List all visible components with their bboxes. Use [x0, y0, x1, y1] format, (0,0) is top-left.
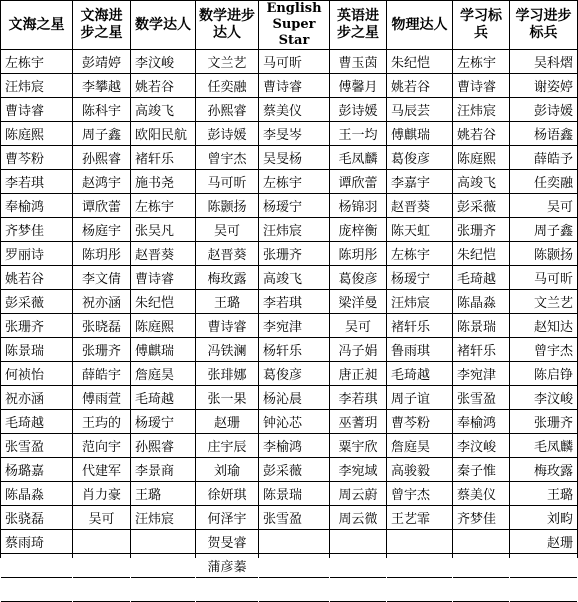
table-cell: 杨沁晨 — [259, 386, 329, 410]
table-cell: 赵珊 — [510, 530, 577, 554]
table-cell: 祝亦涵 — [1, 386, 72, 410]
table-cell: 李宛津 — [453, 362, 509, 386]
table-cell: 张晓磊 — [73, 314, 130, 338]
table-cell: 薛皓予 — [510, 146, 577, 170]
table-cell — [387, 578, 452, 602]
table-cell: 巫蓍玥 — [330, 410, 386, 434]
table-cell: 唐正昶 — [330, 362, 386, 386]
table-cell: 褚轩乐 — [131, 146, 195, 170]
table-cell: 蔡美仪 — [453, 482, 509, 506]
table-cell: 李汶峻 — [510, 386, 577, 410]
table-cell: 杨轩乐 — [259, 338, 329, 362]
table-cell: 奉榆鸿 — [1, 194, 72, 218]
table-cell: 汪炜宸 — [1, 74, 72, 98]
table-cell: 赵珊 — [196, 410, 258, 434]
table-cell: 吴可 — [196, 218, 258, 242]
table-cell: 张珊齐 — [259, 242, 329, 266]
table-cell: 王璐 — [510, 482, 577, 506]
table-cell: 秦子惟 — [453, 458, 509, 482]
table-cell: 何祯怡 — [1, 362, 72, 386]
table-cell: 高竣飞 — [259, 266, 329, 290]
table-cell: 陈科宇 — [73, 98, 130, 122]
table-cell: 姚若谷 — [453, 122, 509, 146]
table-cell: 庄宇辰 — [196, 434, 258, 458]
table-cell: 李嘉宇 — [387, 170, 452, 194]
table-cell: 王玙的 — [73, 410, 130, 434]
table-cell: 张珊齐 — [510, 410, 577, 434]
table-cell: 左栋宇 — [131, 194, 195, 218]
table-cell: 梅玫露 — [510, 458, 577, 482]
column-physics-expert — [387, 0, 453, 558]
table-cell: 曹芩粉 — [1, 146, 72, 170]
table-cell: 张雪盈 — [259, 506, 329, 530]
table-cell: 李若琪 — [1, 170, 72, 194]
table-cell: 徐妍琪 — [196, 482, 258, 506]
table-cell: 姚若谷 — [131, 74, 195, 98]
column-header: English Super Star — [259, 0, 329, 50]
table-cell: 文兰艺 — [510, 290, 577, 314]
table-cell: 彭诗媛 — [330, 98, 386, 122]
table-cell: 任奕融 — [196, 74, 258, 98]
table-cell — [259, 530, 329, 554]
table-cell: 赵晋葵 — [131, 242, 195, 266]
table-cell: 王璐 — [131, 482, 195, 506]
table-cell: 吴科熠 — [510, 50, 577, 74]
table-cell: 谢姿婷 — [510, 74, 577, 98]
table-cell: 鲁雨琪 — [387, 338, 452, 362]
table-cell: 杨瑷宁 — [131, 410, 195, 434]
table-cell: 李宛津 — [259, 314, 329, 338]
column-header: 数学进步达人 — [196, 0, 258, 50]
table-cell: 吴可 — [330, 314, 386, 338]
table-cell: 赵晋葵 — [196, 242, 258, 266]
table-cell: 毛凤麟 — [330, 146, 386, 170]
table-cell: 梁洋曼 — [330, 290, 386, 314]
table-cell — [73, 578, 130, 602]
table-cell: 李攀越 — [73, 74, 130, 98]
table-cell: 周子鑫 — [510, 218, 577, 242]
table-cell: 罗丽诗 — [1, 242, 72, 266]
table-cell: 周云蔚 — [330, 482, 386, 506]
table-cell: 陈景瑞 — [259, 482, 329, 506]
table-cell: 孙熙睿 — [131, 434, 195, 458]
table-cell: 傅麒瑞 — [387, 122, 452, 146]
table-cell: 彭采薇 — [1, 290, 72, 314]
table-cell: 姚若谷 — [1, 266, 72, 290]
column-math-progress-expert — [196, 0, 259, 575]
table-cell: 孙熙睿 — [196, 98, 258, 122]
table-cell: 冯铁澜 — [196, 338, 258, 362]
table-cell: 李若琪 — [330, 386, 386, 410]
table-cell: 吴可 — [73, 506, 130, 530]
table-cell: 毛琦越 — [453, 266, 509, 290]
table-cell: 奉榆鸿 — [453, 410, 509, 434]
table-cell: 刘畇 — [510, 506, 577, 530]
table-cell: 张一果 — [196, 386, 258, 410]
table-cell: 彭采薇 — [453, 194, 509, 218]
table-cell: 文兰艺 — [196, 50, 258, 74]
table-cell: 杨瑷宁 — [259, 194, 329, 218]
table-cell: 葛俊彦 — [259, 362, 329, 386]
table-cell: 曾宇杰 — [387, 482, 452, 506]
table-cell: 任奕融 — [510, 170, 577, 194]
table-cell: 陈景瑞 — [453, 314, 509, 338]
column-header: 学习标兵 — [453, 0, 509, 50]
table-cell: 傅麒瑞 — [131, 338, 195, 362]
table-cell — [196, 578, 258, 602]
table-cell: 张珊齐 — [73, 338, 130, 362]
table-cell — [131, 530, 195, 554]
table-cell: 齐梦佳 — [453, 506, 509, 530]
table-cell: 祝亦涵 — [73, 290, 130, 314]
table-cell: 张珊齐 — [1, 314, 72, 338]
table-cell: 肖力豪 — [73, 482, 130, 506]
column-wenhai-progress-star — [73, 0, 131, 558]
table-cell: 杨瑷宁 — [387, 266, 452, 290]
table-cell: 陈天虹 — [387, 218, 452, 242]
table-cell: 汪炜宸 — [259, 218, 329, 242]
table-cell: 贺旻睿 — [196, 530, 258, 554]
column-study-progress-model — [510, 0, 578, 558]
table-cell: 张珊齐 — [453, 218, 509, 242]
column-header: 数学达人 — [131, 0, 195, 50]
table-cell: 陈启铮 — [510, 362, 577, 386]
table-cell: 曹诗睿 — [1, 98, 72, 122]
table-cell: 赵鸿宇 — [73, 170, 130, 194]
table-cell: 傅雨萱 — [73, 386, 130, 410]
table-cell — [1, 578, 72, 602]
table-cell — [510, 578, 577, 602]
table-cell: 杨锦羽 — [330, 194, 386, 218]
table-cell: 钟沁芯 — [259, 410, 329, 434]
table-cell: 汪炜宸 — [453, 98, 509, 122]
table-cell: 赵晋葵 — [387, 194, 452, 218]
table-cell — [453, 578, 509, 602]
table-cell: 谭欣蕾 — [330, 170, 386, 194]
table-cell: 杨璐嘉 — [1, 458, 72, 482]
table-cell: 汪炜宸 — [131, 506, 195, 530]
column-math-expert — [131, 0, 196, 558]
table-cell: 梅玫露 — [196, 266, 258, 290]
table-cell: 薛皓宇 — [73, 362, 130, 386]
table-cell: 左栋宇 — [387, 242, 452, 266]
table-cell: 曾宇杰 — [510, 338, 577, 362]
column-header: 英语进步之星 — [330, 0, 386, 50]
table-cell: 陈晶淼 — [1, 482, 72, 506]
table-cell: 王一均 — [330, 122, 386, 146]
table-cell: 欧阳民航 — [131, 122, 195, 146]
table-cell — [131, 578, 195, 602]
table-cell: 张吴凡 — [131, 218, 195, 242]
table-cell — [453, 530, 509, 554]
table-cell: 刘瑜 — [196, 458, 258, 482]
table-cell: 朱纪恺 — [453, 242, 509, 266]
table-cell: 粟宇欣 — [330, 434, 386, 458]
table-cell: 詹庭昊 — [387, 434, 452, 458]
table-cell: 姚若谷 — [387, 74, 452, 98]
table-cell: 毛凤麟 — [510, 434, 577, 458]
table-cell: 张骁磊 — [1, 506, 72, 530]
table-cell: 冯子娟 — [330, 338, 386, 362]
table-cell: 李景商 — [131, 458, 195, 482]
table-cell: 马可昕 — [196, 170, 258, 194]
column-english-super-star — [259, 0, 330, 558]
column-header: 文海进步之星 — [73, 0, 130, 50]
table-cell: 高竣飞 — [453, 170, 509, 194]
table-cell: 李汶峻 — [453, 434, 509, 458]
table-cell: 高竣飞 — [131, 98, 195, 122]
table-cell: 周云微 — [330, 506, 386, 530]
table-cell: 彭采薇 — [259, 458, 329, 482]
table-cell: 曹诗睿 — [196, 314, 258, 338]
table-cell: 曹诗睿 — [453, 74, 509, 98]
table-cell: 张琲娜 — [196, 362, 258, 386]
table-cell: 何泽宇 — [196, 506, 258, 530]
table-cell: 王艺霏 — [387, 506, 452, 530]
table-cell — [73, 530, 130, 554]
table-cell — [259, 578, 329, 602]
table-cell: 傅馨月 — [330, 74, 386, 98]
table-cell: 代建军 — [73, 458, 130, 482]
column-study-model — [453, 0, 510, 558]
table-cell: 杨庭宇 — [73, 218, 130, 242]
table-cell: 彭诗媛 — [510, 98, 577, 122]
table-cell: 李宛域 — [330, 458, 386, 482]
table-cell: 陈庭熙 — [1, 122, 72, 146]
table-cell: 范向宇 — [73, 434, 130, 458]
table-cell: 陈颢扬 — [196, 194, 258, 218]
table-cell: 朱纪恺 — [131, 290, 195, 314]
table-cell: 陈玥彤 — [330, 242, 386, 266]
table-cell: 陈颢扬 — [510, 242, 577, 266]
table-cell: 毛琦越 — [387, 362, 452, 386]
table-cell: 詹庭昊 — [131, 362, 195, 386]
table-cell: 陈庭熙 — [131, 314, 195, 338]
table-cell: 张雪盈 — [453, 386, 509, 410]
table-cell: 蒲彦蓁 — [196, 554, 258, 578]
table-cell: 庞梓衡 — [330, 218, 386, 242]
table-cell: 毛琦越 — [131, 386, 195, 410]
table-cell: 朱纪恺 — [387, 50, 452, 74]
table-cell: 曹诗睿 — [131, 266, 195, 290]
table-cell: 高骏毅 — [387, 458, 452, 482]
table-cell — [387, 530, 452, 554]
table-cell: 褚轩乐 — [453, 338, 509, 362]
column-english-progress-star — [330, 0, 387, 558]
table-cell: 曾宇杰 — [196, 146, 258, 170]
table-cell: 周子鑫 — [73, 122, 130, 146]
table-cell: 蔡雨琦 — [1, 530, 72, 554]
table-cell: 左栋宇 — [1, 50, 72, 74]
column-wenhai-star — [0, 0, 73, 558]
column-header: 学习进步标兵 — [510, 0, 577, 50]
table-cell: 陈玥彤 — [73, 242, 130, 266]
table-cell: 马可昕 — [510, 266, 577, 290]
table-cell: 李汶峻 — [131, 50, 195, 74]
table-cell: 李旻岑 — [259, 122, 329, 146]
table-cell: 李榆鸿 — [259, 434, 329, 458]
table-cell: 李文倩 — [73, 266, 130, 290]
table-cell: 吴可 — [510, 194, 577, 218]
table-cell: 施书尧 — [131, 170, 195, 194]
table-cell: 孙熙睿 — [73, 146, 130, 170]
table-cell: 赵知达 — [510, 314, 577, 338]
table-cell: 蔡美仪 — [259, 98, 329, 122]
table-cell: 毛琦越 — [1, 410, 72, 434]
table-cell — [330, 578, 386, 602]
table-cell: 曹芩粉 — [387, 410, 452, 434]
column-header: 物理达人 — [387, 0, 452, 50]
table-cell: 周子谊 — [387, 386, 452, 410]
table-cell: 陈庭熙 — [453, 146, 509, 170]
table-cell: 吴旻杨 — [259, 146, 329, 170]
table-cell: 杨语鑫 — [510, 122, 577, 146]
table-cell: 张雪盈 — [1, 434, 72, 458]
table-cell: 马可昕 — [259, 50, 329, 74]
column-header: 文海之星 — [1, 0, 72, 50]
table-cell: 彭诗媛 — [196, 122, 258, 146]
table-cell: 曹诗睿 — [259, 74, 329, 98]
table-cell: 汪炜宸 — [387, 290, 452, 314]
table-cell: 彭靖婷 — [73, 50, 130, 74]
table-cell: 李若琪 — [259, 290, 329, 314]
table-cell: 左栋宇 — [453, 50, 509, 74]
table-cell: 马辰芸 — [387, 98, 452, 122]
table-cell — [330, 530, 386, 554]
table-cell: 齐梦佳 — [1, 218, 72, 242]
table-cell: 葛俊彦 — [387, 146, 452, 170]
table-cell: 谭欣蕾 — [73, 194, 130, 218]
table-cell: 左栋宇 — [259, 170, 329, 194]
table-cell: 褚轩乐 — [387, 314, 452, 338]
table-cell: 陈晶淼 — [453, 290, 509, 314]
table-cell: 王璐 — [196, 290, 258, 314]
table-cell: 陈景瑞 — [1, 338, 72, 362]
table-cell: 曹玉茵 — [330, 50, 386, 74]
table-cell: 葛俊彦 — [330, 266, 386, 290]
